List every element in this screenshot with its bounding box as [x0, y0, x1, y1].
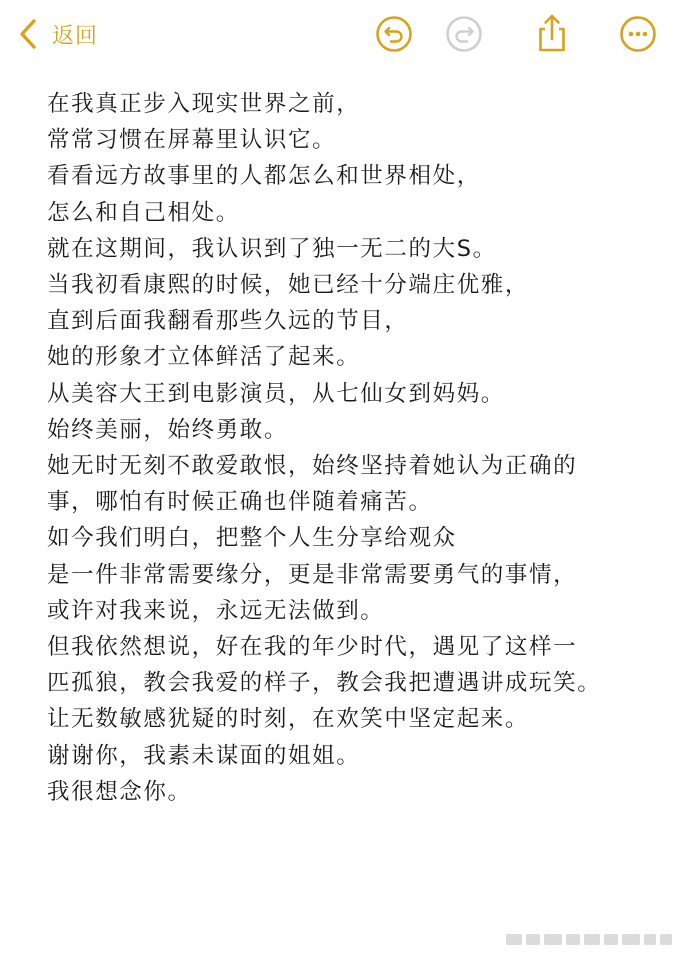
note-line: 或许对我来说，永远无法做到。: [47, 597, 385, 624]
note-text-area[interactable]: [47, 86, 677, 810]
note-line: 在我真正步入现实世界之前，: [47, 91, 361, 117]
note-line: 常常习惯在屏幕里认识它。: [47, 127, 337, 154]
note-line: 但我依然想说，好在我的年少时代，遇见了这样一: [47, 634, 578, 661]
note-line: 事，哪怕有时候正确也伴随着痛苦。: [47, 489, 433, 516]
share-button[interactable]: [532, 12, 572, 52]
more-button[interactable]: [618, 14, 658, 54]
note-line: 始终美丽，始终勇敢。: [47, 416, 289, 443]
undo-button[interactable]: [374, 14, 414, 54]
more-icon: [618, 14, 658, 54]
note-line: 从美容大王到电影演员，从七仙女到妈妈。: [47, 380, 505, 407]
watermark: [504, 930, 674, 948]
note-line: 谢谢你，我素未谋面的姐姐。: [47, 742, 361, 769]
undo-icon: [374, 14, 414, 54]
note-line: 当我初看康熙的时候，她已经十分端庄优雅，: [47, 272, 530, 299]
back-button[interactable]: [18, 14, 98, 54]
chevron-left-icon: [18, 17, 38, 51]
redo-button[interactable]: [444, 14, 484, 54]
note-line: 我很想念你。: [47, 778, 192, 805]
note-line: 如今我们明白，把整个人生分享给观众: [47, 525, 457, 552]
note-line: 就在这期间，我认识到了独一无二的大S。: [47, 235, 497, 262]
note-line: 让无数敏感犹疑的时刻，在欢笑中坚定起来。: [47, 706, 530, 733]
note-line: 匹孤狼，教会我爱的样子，教会我把遭遇讲成玩笑。: [47, 670, 602, 697]
note-line: 她无时无刻不敢爱敢恨，始终坚持着她认为正确的: [47, 453, 578, 480]
note-line: 怎么和自己相处。: [47, 199, 240, 226]
note-line: 是一件非常需要缘分，更是非常需要勇气的事情，: [47, 561, 578, 588]
back-label: 返回: [52, 23, 99, 49]
note-line: 看看远方故事里的人都怎么和世界相处，: [47, 163, 481, 190]
redo-icon: [444, 14, 484, 54]
notes-toolbar: [0, 0, 690, 72]
note-line: 直到后面我翻看那些久远的节目，: [47, 308, 409, 335]
share-icon: [532, 12, 572, 54]
note-line: 她的形象才立体鲜活了起来。: [47, 344, 361, 371]
